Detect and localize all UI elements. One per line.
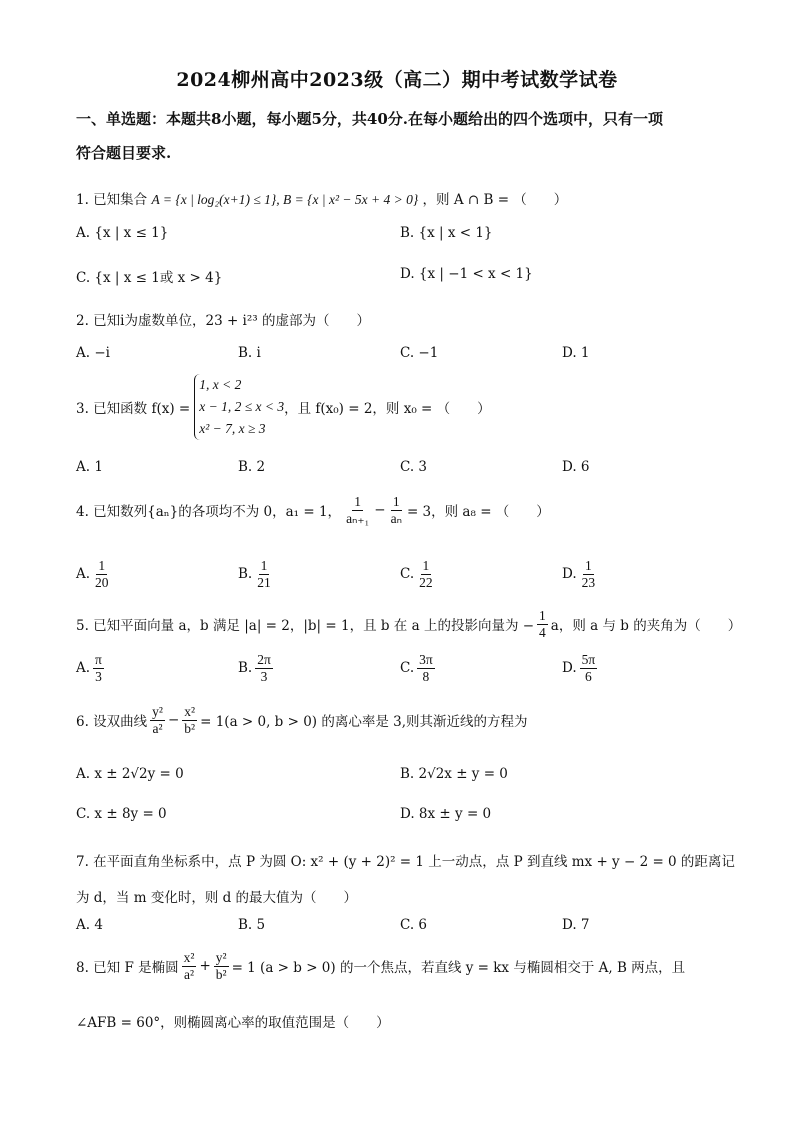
- question-1-option-a[interactable]: A. {x | x ≤ 1}: [76, 225, 169, 241]
- question-1-suffix: ，则 A ∩ B = （ ）: [422, 192, 568, 208]
- question-3-prefix: 3. 已知函数 f(x) =: [76, 401, 191, 417]
- option-fraction: [93, 558, 111, 590]
- fraction-numerator: 1: [98, 558, 106, 573]
- question-1-option-c[interactable]: C. {x | x ≤ 1或 x > 4}: [76, 270, 223, 286]
- question-4-option-d[interactable]: [562, 558, 600, 590]
- question-3: [76, 374, 491, 440]
- question-5: [76, 608, 741, 640]
- question-4-option-a[interactable]: [76, 558, 114, 590]
- fraction-denominator: a²: [184, 966, 195, 982]
- question-3-option-b[interactable]: B. 2: [238, 459, 266, 475]
- question-4-option-c[interactable]: [400, 558, 438, 590]
- fraction-numerator: x²: [184, 704, 196, 719]
- option-label: D.: [562, 566, 577, 583]
- question-4: [76, 494, 550, 526]
- question-6-fraction-1: [150, 704, 165, 736]
- question-7-line1: 7. 在平面直角坐标系中，点 P 为圆 O: x² + (y + 2)² = 1 上一动点，点 P 到直线 mx + y − 2 = 0 的距离记: [76, 854, 735, 870]
- question-5-suffix: a，则 a 与 b 的夹角为（ ）: [550, 618, 742, 635]
- question-6: [76, 704, 528, 736]
- question-4-prefix: 4. 已知数列{aₙ}的各项均不为 0，a₁ = 1，: [76, 504, 342, 521]
- option-label: A.: [76, 660, 91, 677]
- fraction-numerator: 1: [422, 558, 430, 573]
- question-5-option-d[interactable]: [562, 652, 600, 684]
- question-6-option-a[interactable]: A. x ± 2√2y = 0: [76, 766, 184, 782]
- question-4-option-b[interactable]: [238, 558, 276, 590]
- question-3-option-d[interactable]: D. 6: [562, 459, 590, 475]
- question-5-option-c[interactable]: [400, 652, 438, 684]
- question-6-option-c[interactable]: C. x ± 8y = 0: [76, 806, 167, 822]
- question-4-fraction-2: [389, 494, 404, 526]
- question-3-option-a[interactable]: A. 1: [76, 459, 103, 475]
- minus-sign: −: [374, 502, 386, 519]
- fraction-numerator: 3π: [419, 652, 433, 667]
- fraction-numerator: π: [95, 652, 102, 667]
- question-7-option-b[interactable]: B. 5: [238, 917, 266, 933]
- option-label: B.: [238, 566, 253, 583]
- fraction-denominator: 21: [257, 574, 271, 590]
- fraction-numerator: 1: [539, 608, 546, 623]
- question-7-option-d[interactable]: D. 7: [562, 917, 590, 933]
- question-6-prefix: 6. 设双曲线: [76, 714, 148, 731]
- question-3-suffix: ，且 f(x₀) = 2，则 x₀ = （ ）: [284, 401, 491, 417]
- fraction-denominator: 8: [422, 668, 430, 684]
- fraction-denominator: a²: [152, 720, 163, 736]
- question-7-option-a[interactable]: A. 4: [76, 917, 103, 933]
- question-8-fraction-2: [214, 950, 229, 982]
- question-2-option-d[interactable]: D. 1: [562, 345, 590, 361]
- option-label: D.: [562, 660, 577, 677]
- question-3-case-3: x² − 7, x ≥ 3: [199, 421, 266, 436]
- question-3-piecewise: [194, 374, 284, 440]
- fraction-denominator: b²: [184, 720, 196, 736]
- fraction-numerator: y²: [152, 704, 163, 719]
- question-7-line2: 为 d，当 m 变化时，则 d 的最大值为（ ）: [76, 890, 358, 906]
- fraction-denominator: 22: [419, 574, 433, 590]
- fraction-numerator: x²: [183, 950, 195, 965]
- question-8: [76, 950, 685, 982]
- fraction-denominator: 4: [539, 624, 546, 640]
- option-fraction: [417, 652, 435, 684]
- fraction-denominator: 23: [581, 574, 596, 590]
- question-8-fraction-1: [182, 950, 197, 982]
- question-1-option-d[interactable]: D. {x | −1 < x < 1}: [400, 266, 533, 282]
- question-4-suffix: = 3，则 a₈ = （ ）: [406, 504, 550, 521]
- question-5-fraction: [537, 608, 548, 640]
- question-3-case-1: 1, x < 2: [199, 377, 242, 392]
- option-label: C.: [400, 566, 415, 583]
- page-title: 2024柳州高中2023级（高二）期中考试数学试卷: [176, 69, 618, 91]
- section-heading: [76, 102, 726, 170]
- option-label: C.: [400, 660, 415, 677]
- option-fraction: [255, 558, 273, 590]
- fraction-numerator: 1: [260, 558, 268, 573]
- fraction-numerator: 2π: [257, 652, 271, 667]
- fraction-denominator: aₙ₊₁: [346, 510, 370, 526]
- fraction-numerator: 1: [392, 494, 400, 509]
- question-5-option-a[interactable]: [76, 652, 107, 684]
- fraction-denominator: 20: [95, 574, 109, 590]
- fraction-denominator: 6: [585, 668, 592, 684]
- option-fraction: [255, 652, 273, 684]
- question-2-option-c[interactable]: C. −1: [400, 345, 439, 361]
- option-fraction: [580, 558, 598, 590]
- fraction-numerator: 1: [354, 494, 362, 509]
- question-2-option-b[interactable]: B. i: [238, 345, 261, 361]
- question-1: [76, 188, 567, 208]
- option-label: B.: [238, 660, 253, 677]
- question-3-option-c[interactable]: C. 3: [400, 459, 428, 475]
- fraction-denominator: 3: [260, 668, 268, 684]
- plus-sign: +: [199, 958, 211, 975]
- fraction-numerator: y²: [215, 950, 227, 965]
- option-label: A.: [76, 566, 91, 583]
- option-fraction: [417, 558, 435, 590]
- question-1-option-b[interactable]: B. {x | x < 1}: [400, 225, 493, 241]
- question-5-option-b[interactable]: [238, 652, 276, 684]
- question-6-fraction-2: [182, 704, 197, 736]
- question-8-prefix: 8. 已知 F 是椭圆: [76, 960, 179, 977]
- question-2-option-a[interactable]: A. −i: [76, 345, 110, 361]
- section-heading-line1: 一、单选题：本题共8小题，每小题5分，共40分.在每小题给出的四个选项中，只有一项: [76, 110, 663, 128]
- question-8-line2: ∠AFB = 60°，则椭圆离心率的取值范围是（ ）: [76, 1015, 390, 1031]
- question-5-prefix: 5. 已知平面向量 a，b 满足 |a| = 2，|b| = 1，且 b 在 a 上的投影向量为 −: [76, 618, 535, 635]
- question-8-suffix: = 1 (a > b > 0) 的一个焦点，若直线 y = kx 与椭圆相交于 A, B 两点，且: [231, 960, 686, 977]
- question-6-option-b[interactable]: B. 2√2x ± y = 0: [400, 766, 508, 782]
- question-3-case-2: x − 1, 2 ≤ x < 3: [199, 399, 285, 414]
- minus-sign: −: [167, 712, 180, 729]
- question-1-math: A = {x | log₂(x+1) ≤ 1}, B = {x | x² − 5x + 4 > 0}: [151, 192, 419, 207]
- question-6-suffix: = 1(a > 0, b > 0) 的离心率是 3,则其渐近线的方程为: [200, 714, 528, 731]
- fraction-denominator: 3: [95, 668, 102, 684]
- question-1-prefix: 1. 已知集合: [76, 192, 148, 208]
- fraction-numerator: 5π: [581, 652, 596, 667]
- option-fraction: [580, 652, 598, 684]
- fraction-denominator: b²: [215, 966, 227, 982]
- question-7-option-c[interactable]: C. 6: [400, 917, 428, 933]
- fraction-denominator: aₙ: [390, 510, 402, 526]
- question-6-option-d[interactable]: D. 8x ± y = 0: [400, 806, 492, 822]
- section-heading-line2: 符合题目要求.: [76, 144, 172, 162]
- fraction-numerator: 1: [585, 558, 592, 573]
- option-fraction: [93, 652, 104, 684]
- question-2: 2. 已知i为虚数单位，23 + i²³ 的虚部为（ ）: [76, 313, 370, 329]
- question-4-fraction-1: [344, 494, 371, 526]
